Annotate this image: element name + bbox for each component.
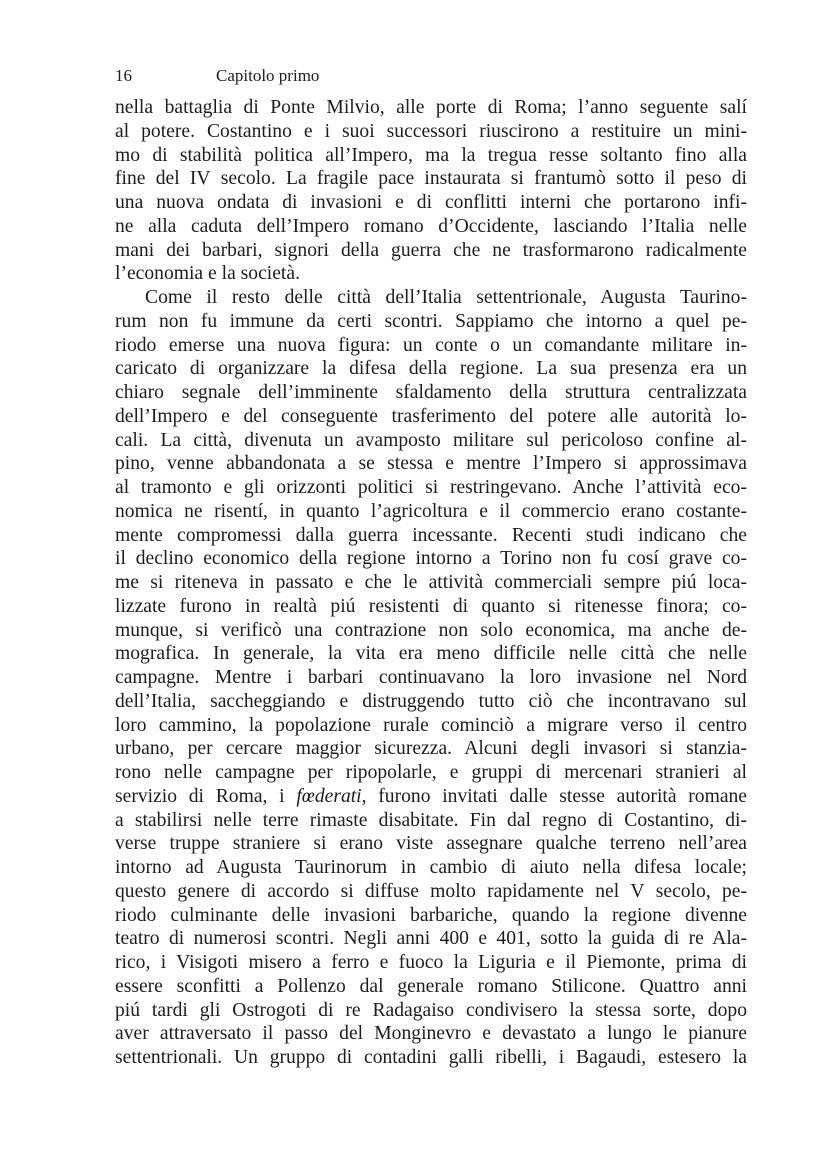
text-line: l’economia e la società. xyxy=(115,263,300,285)
text-line: mani dei barbari, signori della guerra che ne trasformarono radicalmente xyxy=(115,239,747,261)
text-line: intorno ad Augusta Taurinorum in cambio di aiuto nella difesa locale; xyxy=(115,857,747,878)
text-line: mente compromessi dalla guerra incessante. Recenti studi indicano che xyxy=(115,524,747,546)
text-line: nomica ne risentí, in quanto l’agricoltura e il commercio erano costante- xyxy=(115,500,747,522)
text-line: dell’Italia, saccheggiando e distruggendo tutto ciò che incontravano sul xyxy=(115,690,747,712)
text-line: piú tardi gli Ostrogoti di re Radagaiso condivisero la stessa sorte, dopo xyxy=(115,999,747,1021)
text-line: ne alla caduta dell’Impero romano d’Occidente, lasciando l’Italia nelle xyxy=(115,215,747,237)
text-line: chiaro segnale dell’imminente sfaldamento della struttura centralizzata xyxy=(115,382,747,403)
text-line: lizzate furono in realtà piú resistenti di quanto si ritenesse finora; co- xyxy=(115,595,747,617)
text-line: al tramonto e gli orizzonti politici si restringevano. Anche l’attività eco- xyxy=(115,477,747,498)
text-line: rono nelle campagne per ripopolarle, e gruppi di mercenari stranieri al xyxy=(115,762,747,783)
text-line: mo di stabilità politica all’Impero, ma la tregua resse soltanto fino alla xyxy=(115,144,747,166)
text-line: loro cammino, la popolazione rurale cominciò a migrare verso il centro xyxy=(115,714,747,736)
text-line: questo genere di accordo si diffuse molto rapidamente nel V secolo, pe- xyxy=(115,880,747,902)
text-line: munque, si verificò una contrazione non solo economica, ma anche de- xyxy=(115,619,747,641)
page-number: 16 xyxy=(115,66,132,85)
text-line: fine del IV secolo. La fragile pace instaurata si frantumò sotto il peso di xyxy=(115,168,747,190)
text-line: essere sconfitti a Pollenzo dal generale romano Stilicone. Quattro anni xyxy=(115,975,747,997)
text-line: cali. La città, divenuta un avamposto militare sul pericoloso confine al- xyxy=(115,429,747,451)
text-line: servizio di Roma, i fœderati, furono invitati dalle stesse autorità romane xyxy=(115,785,748,807)
text-line: mografica. In generale, la vita era meno difficile nelle città che nelle xyxy=(115,643,747,665)
text-line: nella battaglia di Ponte Milvio, alle porte di Roma; l’anno seguente salí xyxy=(115,97,747,118)
text-line: riodo culminante delle invasioni barbariche, quando la regione divenne xyxy=(115,904,747,926)
text-line: campagne. Mentre i barbari continuavano la loro invasione nel Nord xyxy=(115,667,747,688)
running-title: Capitolo primo xyxy=(216,66,320,85)
text-line: aver attraversato il passo del Monginevro e devastato a lungo le pianure xyxy=(115,1023,747,1045)
text-line: me si riteneva in passato e che le attività commerciali sempre piú loca- xyxy=(115,572,747,593)
text-line: riodo emerse una nuova figura: un conte o un comandante militare in- xyxy=(115,334,747,356)
text-line: pino, venne abbandonata a se stessa e mentre l’Impero si approssimava xyxy=(115,453,747,475)
text-line: rum non fu immune da certi scontri. Sappiamo che intorno a quel pe- xyxy=(115,310,747,332)
text-line: rico, i Visigoti misero a ferro e fuoco la Liguria e il Piemonte, prima di xyxy=(115,952,747,973)
text-line: settentrionali. Un gruppo di contadini galli ribelli, i Bagaudi, estesero la xyxy=(115,1047,747,1068)
text-line: verse truppe straniere si erano viste assegnare qualche terreno nell’area xyxy=(115,833,747,855)
text-line: una nuova ondata di invasioni e di conflitti interni che portarono infi- xyxy=(115,192,747,213)
body-text xyxy=(115,96,747,1070)
text-line: il declino economico della regione intorno a Torino non fu cosí grave co- xyxy=(115,548,747,570)
text-line: urbano, per cercare maggior sicurezza. Alcuni degli invasori si stanzia- xyxy=(115,738,747,760)
text-line: Come il resto delle città dell’Italia settentrionale, Augusta Taurino- xyxy=(145,287,747,308)
text-line: al potere. Costantino e i suoi successori riuscirono a restituire un mini- xyxy=(115,120,747,142)
text-line: a stabilirsi nelle terre rimaste disabitate. Fin dal regno di Costantino, di- xyxy=(115,809,747,831)
text-line: dell’Impero e del conseguente trasferimento del potere alle autorità lo- xyxy=(115,405,747,427)
text-line: caricato di organizzare la difesa della regione. La sua presenza era un xyxy=(115,358,747,380)
text-line: teatro di numerosi scontri. Negli anni 400 e 401, sotto la guida di re Ala- xyxy=(115,928,747,950)
